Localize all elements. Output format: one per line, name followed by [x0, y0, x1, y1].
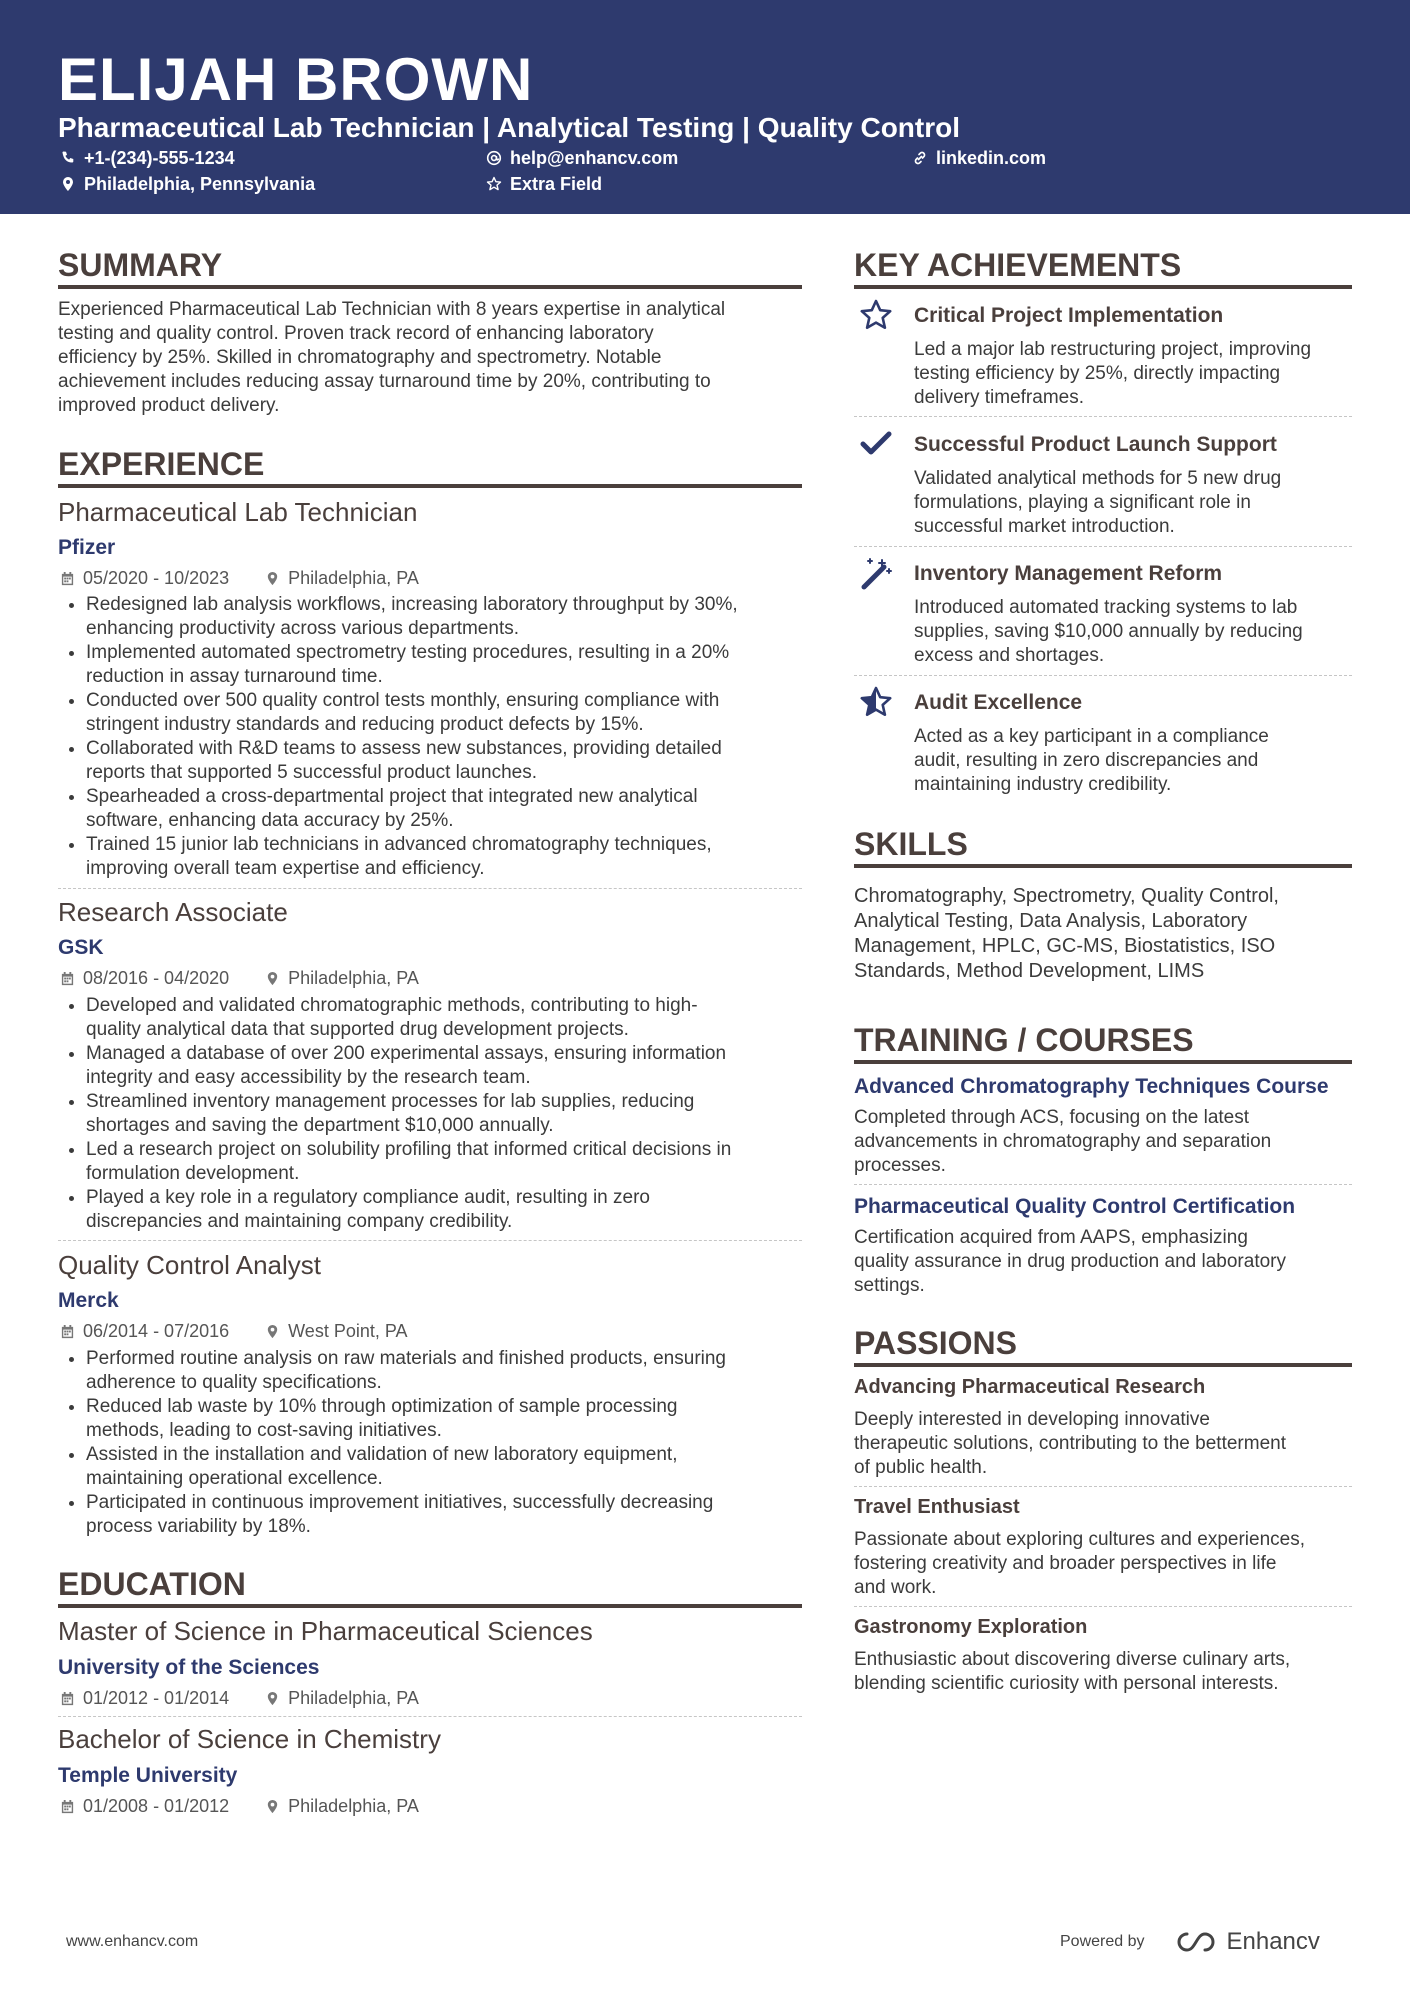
job-bullet: • Participated in continuous improvement initiatives, successfully decreasing process variability by 18%. [86, 1491, 846, 1539]
contact-phone[interactable] [60, 146, 235, 170]
experience-rule [58, 484, 802, 488]
passion-title: Advancing Pharmaceutical Research [854, 1376, 1206, 1398]
achievement-title: Inventory Management Reform [914, 562, 1223, 585]
skills-heading: SKILLS [854, 826, 968, 862]
location-pin-icon [265, 571, 280, 586]
calendar-icon [60, 1691, 75, 1706]
job-company: Pfizer [58, 536, 116, 559]
education-school: University of the Sciences [58, 1656, 320, 1679]
job-dates: 06/2014 - 07/2016 [83, 1321, 230, 1341]
job-meta [60, 567, 419, 589]
calendar-icon [60, 1324, 75, 1339]
passion-description: Deeply interested in developing innovative therapeutic solutions, contributing to the betterment of public health. [854, 1409, 1286, 1478]
job-bullet: • Spearheaded a cross-departmental project that integrated new analytical software, enhancing data accuracy by 25%. [86, 785, 846, 833]
contact-extra [486, 172, 602, 196]
education-degree: Master of Science in Pharmaceutical Sciences [58, 1616, 593, 1646]
education-degree: Bachelor of Science in Chemistry [58, 1724, 441, 1754]
job-bullets [58, 593, 846, 881]
job-dates: 05/2020 - 10/2023 [83, 568, 230, 588]
job-bullet: • Played a key role in a regulatory compliance audit, resulting in zero discrepancies and maintaining company credibility. [86, 1186, 846, 1234]
candidate-name: ELIJAH BROWN [58, 46, 534, 113]
achievement-title: Audit Excellence [914, 691, 1083, 714]
star-outline-icon [486, 176, 502, 192]
achievement-divider [854, 546, 1352, 547]
education-dates: 01/2008 - 01/2012 [83, 1796, 230, 1816]
location-pin-icon [265, 971, 280, 986]
achievement-description: Introduced automated tracking systems to lab supplies, saving $10,000 annually by reducing excess and shortages. [914, 597, 1303, 666]
course-title: Advanced Chromatography Techniques Course [854, 1075, 1329, 1098]
course-description: Certification acquired from AAPS, emphasizing quality assurance in drug production and laboratory settings. [854, 1227, 1286, 1296]
job-bullet: • Assisted in the installation and validation of new laboratory equipment, maintaining operational excellence. [86, 1443, 846, 1491]
education-location: Philadelphia, PA [288, 1688, 419, 1708]
enhancv-logo[interactable] [1173, 1928, 1320, 1956]
achievement-description: Validated analytical methods for 5 new drug formulations, playing a significant role in successful market introduction. [914, 468, 1282, 537]
location-text: Philadelphia, Pennsylvania [84, 174, 316, 194]
job-bullets [58, 1347, 846, 1539]
education-meta [60, 1687, 419, 1709]
calendar-icon [60, 571, 75, 586]
job-bullets [58, 994, 846, 1234]
job-dates: 08/2016 - 04/2020 [83, 968, 230, 988]
achievement-title: Successful Product Launch Support [914, 433, 1277, 456]
summary-line: achievement includes reducing assay turnaround time by 20%, contributing to [58, 371, 711, 392]
achievement-divider [854, 675, 1352, 676]
job-bullet: • Managed a database of over 200 experimental assays, ensuring information integrity and easy accessibility by the research team. [86, 1042, 846, 1090]
enhancv-logo-icon [1173, 1929, 1219, 1955]
summary-line: efficiency by 25%. Skilled in chromatography and spectrometry. Notable [58, 347, 662, 368]
course-description: Completed through ACS, focusing on the latest advancements in chromatography and separation processes. [854, 1107, 1272, 1176]
calendar-icon [60, 971, 75, 986]
skills-list: Chromatography, Spectrometry, Quality Control, Analytical Testing, Data Analysis, Laboratory Management, HPLC, GC-MS, Biostatistics, ISO Standards, Method Development, LIMS [854, 885, 1279, 982]
job-bullet: • Developed and validated chromatographic methods, contributing to high- quality analytical data that supported drug development projects. [86, 994, 846, 1042]
achievements-heading: KEY ACHIEVEMENTS [854, 247, 1182, 283]
education-location: Philadelphia, PA [288, 1796, 419, 1816]
job-bullet: • Streamlined inventory management processes for lab supplies, reducing shortages and saving the department $10,000 annually. [86, 1090, 846, 1138]
job-bullet: • Implemented automated spectrometry testing procedures, resulting in a 20% reduction in assay turnaround time. [86, 641, 846, 689]
passions-rule [854, 1363, 1352, 1367]
calendar-icon [60, 1799, 75, 1814]
job-role: Research Associate [58, 897, 288, 927]
contact-email[interactable] [486, 146, 678, 170]
job-divider [58, 888, 802, 889]
phone-text: +1-(234)-555-1234 [84, 148, 235, 168]
job-location: Philadelphia, PA [288, 568, 419, 588]
location-pin-icon [265, 1799, 280, 1814]
education-dates: 01/2012 - 01/2014 [83, 1688, 230, 1708]
summary-rule [58, 285, 802, 289]
training-rule [854, 1060, 1352, 1064]
achievement-description: Acted as a key participant in a compliance audit, resulting in zero discrepancies and maintaining industry credibility. [914, 726, 1269, 795]
phone-icon [60, 150, 76, 166]
passion-divider [854, 1486, 1352, 1487]
passion-title: Travel Enthusiast [854, 1496, 1020, 1518]
resume-header [0, 0, 1410, 214]
skills-rule [854, 864, 1352, 868]
job-divider [58, 1240, 802, 1241]
education-rule [58, 1604, 802, 1608]
job-bullet: • Reduced lab waste by 10% through optimization of sample processing methods, leading to cost-saving initiatives. [86, 1395, 846, 1443]
location-pin-icon [60, 176, 76, 192]
job-bullet: • Collaborated with R&D teams to assess new substances, providing detailed reports that supported 5 successful product launches. [86, 737, 846, 785]
job-bullet: • Trained 15 junior lab technicians in advanced chromatography techniques, improving overall team expertise and efficiency. [86, 833, 846, 881]
job-bullet: • Redesigned lab analysis workflows, increasing laboratory throughput by 30%, enhancing productivity across various departments. [86, 593, 846, 641]
job-role: Quality Control Analyst [58, 1250, 322, 1280]
education-divider [58, 1716, 802, 1717]
job-location: Philadelphia, PA [288, 968, 419, 988]
magic-wand-icon [858, 555, 894, 591]
summary-line: Experienced Pharmaceutical Lab Technician with 8 years expertise in analytical [58, 299, 726, 320]
job-role: Pharmaceutical Lab Technician [58, 497, 418, 527]
job-bullet: • Performed routine analysis on raw materials and finished products, ensuring adherence to quality specifications. [86, 1347, 846, 1395]
passion-title: Gastronomy Exploration [854, 1616, 1088, 1638]
achievement-description: Led a major lab restructuring project, improving testing efficiency by 25%, directly impacting delivery timeframes. [914, 339, 1312, 408]
footer-website[interactable]: www.enhancv.com [66, 1933, 199, 1950]
passion-description: Passionate about exploring cultures and experiences, fostering creativity and broader perspectives in life and work. [854, 1529, 1306, 1598]
summary-line: improved product delivery. [58, 395, 280, 416]
brand-name: Enhancv [1226, 1928, 1320, 1955]
checkmark-icon [858, 426, 894, 462]
job-meta [60, 967, 419, 989]
achievement-divider [854, 416, 1352, 417]
job-company: Merck [58, 1289, 119, 1312]
job-location: West Point, PA [288, 1321, 408, 1341]
extra-field-text: Extra Field [510, 174, 603, 194]
contact-linkedin[interactable] [912, 146, 1046, 170]
course-title: Pharmaceutical Quality Control Certification [854, 1195, 1296, 1218]
education-heading: EDUCATION [58, 1566, 246, 1602]
job-bullet: • Led a research project on solubility profiling that informed critical decisions in formulation development. [86, 1138, 846, 1186]
contact-location [60, 172, 315, 196]
job-meta [60, 1320, 408, 1342]
training-heading: TRAINING / COURSES [854, 1022, 1194, 1058]
summary-heading: SUMMARY [58, 247, 223, 283]
passion-divider [854, 1606, 1352, 1607]
powered-by-text: Powered by [1060, 1933, 1145, 1950]
achievement-title: Critical Project Implementation [914, 304, 1224, 327]
star-half-icon [858, 684, 894, 720]
linkedin-text: linkedin.com [936, 148, 1047, 168]
candidate-headline: Pharmaceutical Lab Technician | Analytical Testing | Quality Control [58, 112, 961, 143]
passion-description: Enthusiastic about discovering diverse culinary arts, blending scientific curiosity with personal interests. [854, 1649, 1291, 1694]
summary-text [58, 298, 818, 418]
email-text: help@enhancv.com [510, 148, 679, 168]
achievements-rule [854, 285, 1352, 289]
passions-heading: PASSIONS [854, 1325, 1017, 1361]
at-icon [486, 150, 502, 166]
course-divider [854, 1184, 1352, 1185]
job-bullet: • Conducted over 500 quality control tests monthly, ensuring compliance with stringent industry standards and reducing product defects by 15%. [86, 689, 846, 737]
education-school: Temple University [58, 1764, 238, 1787]
footer-powered [1060, 1928, 1320, 1956]
summary-line: testing and quality control. Proven track record of enhancing laboratory [58, 323, 654, 344]
experience-heading: EXPERIENCE [58, 446, 265, 482]
star-outline-icon [858, 297, 894, 333]
job-company: GSK [58, 936, 104, 959]
education-meta [60, 1795, 419, 1817]
link-icon [912, 150, 928, 166]
location-pin-icon [265, 1691, 280, 1706]
location-pin-icon [265, 1324, 280, 1339]
